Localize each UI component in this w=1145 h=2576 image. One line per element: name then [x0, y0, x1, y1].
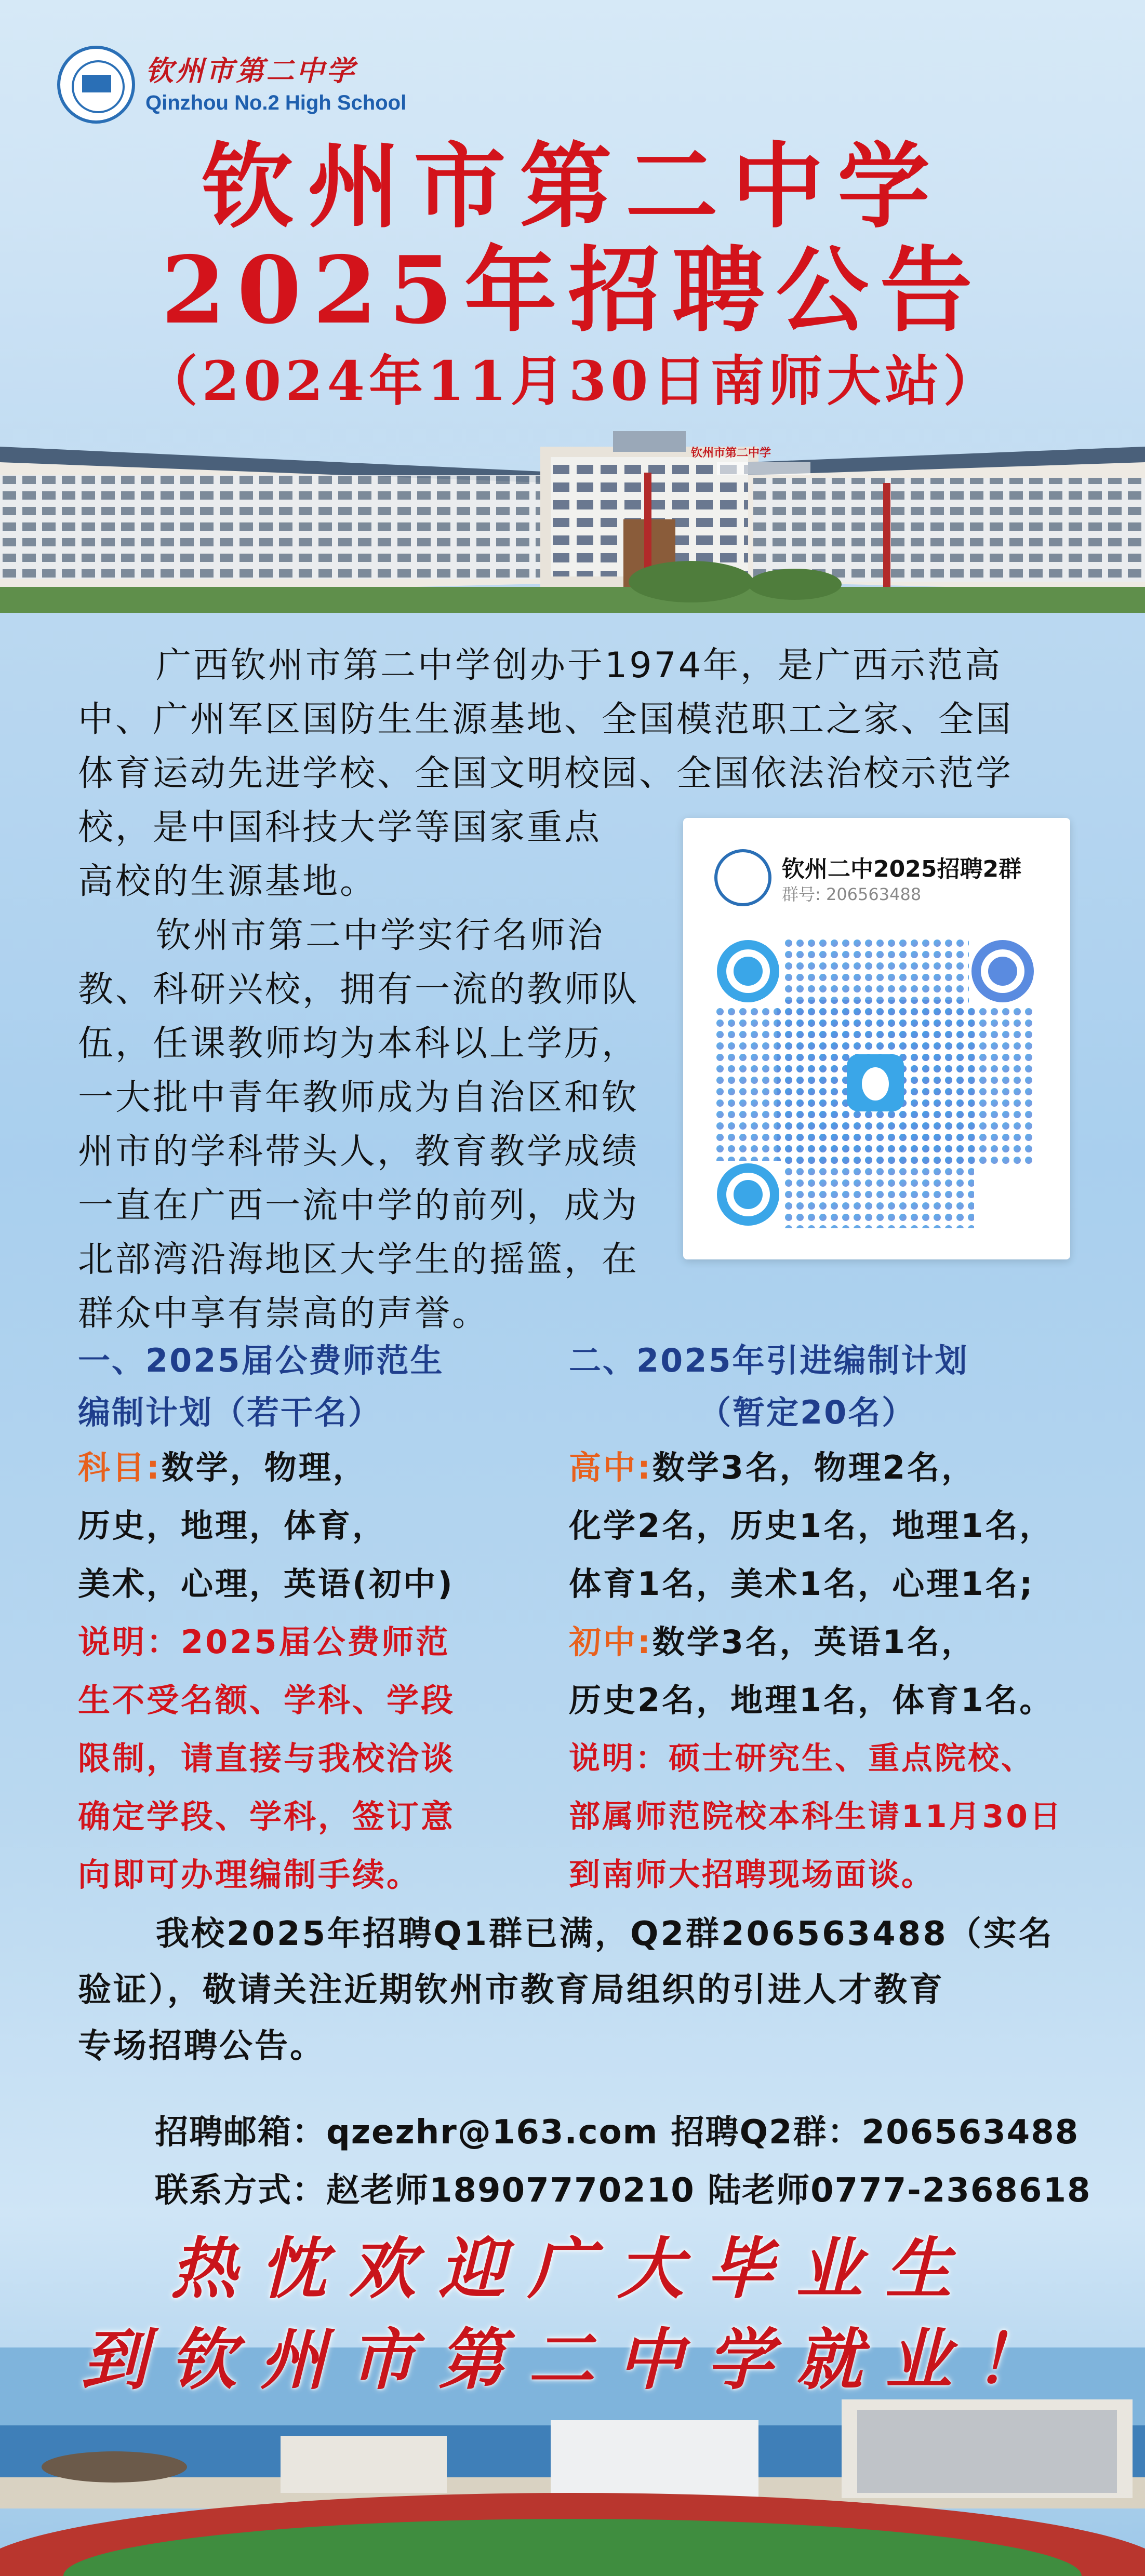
note-line: 到南师大招聘现场面谈。 — [569, 1857, 935, 1893]
intro-line: 群众中享有崇高的声誉。 — [78, 1293, 490, 1334]
notice-line: 专场招聘公告。 — [78, 2027, 325, 2065]
campus-sign-text: 钦州市第二中学 — [691, 446, 771, 460]
qq-group-qr-card[interactable] — [683, 818, 1070, 1259]
notice-line: 我校2025年招聘Q1群已满，Q2群206563488（实名 — [156, 1915, 1054, 1953]
logo-chinese-name: 钦州市第二中学 — [145, 54, 356, 87]
section-heading: 二、2025年引进编制计划 — [569, 1341, 969, 1379]
intro-line: 北部湾沿海地区大学生的摇篮，在 — [78, 1239, 640, 1280]
intro-line: 一直在广西一流中学的前列，成为 — [78, 1185, 640, 1226]
contact-phone-line[interactable]: 联系方式：赵老师18907770210 陆老师0777-2368618 — [155, 2171, 1091, 2210]
qr-group-number: 群号: 206563488 — [782, 884, 922, 904]
school-logo — [57, 42, 410, 125]
highschool-line — [569, 1439, 1088, 1497]
subjects-label: 科目: — [78, 1448, 162, 1486]
note-line: 限制，请直接与我校洽谈 — [78, 1739, 456, 1777]
section-heading: 一、2025届公费师范生 — [78, 1341, 444, 1379]
intro-line: 体育运动先进学校、全国文明校园、全国依法治校示范学 — [78, 753, 1014, 794]
subjects-line — [78, 1439, 545, 1497]
note-line: 说明：硕士研究生、重点院校、 — [569, 1740, 1034, 1777]
intro-line: 中、广州军区国防生生源基地、全国模范职工之家、全国 — [78, 699, 1014, 740]
subjects-line: 美术，心理，英语(初中) — [78, 1565, 455, 1603]
qq-group-notice — [78, 1906, 1075, 2074]
middleschool-label: 初中: — [569, 1623, 653, 1661]
poster-title-date: （2024年11月30日南师大站） — [143, 349, 1002, 413]
note-line: 生不受名额、学科、学段 — [78, 1681, 456, 1719]
section-introduced-staff — [569, 1335, 1088, 1904]
group-avatar-icon — [714, 849, 771, 906]
poster-title-school: 钦州市第二中学 — [202, 132, 943, 240]
slogan-line-1: 热忱欢迎广大毕业生 — [170, 2230, 975, 2308]
middleschool-line: 历史2名，地理1名，体育1名。 — [569, 1681, 1054, 1719]
intro-line: 校，是中国科技大学等国家重点 — [78, 807, 602, 848]
slogan-line-2: 到钦州市第二中学就业！ — [81, 2321, 1064, 2399]
intro-line: 教、科研兴校，拥有一流的教师队 — [78, 969, 640, 1010]
intro-line: 广西钦州市第二中学创办于1974年，是广西示范高 — [156, 645, 1003, 686]
highschool-text: 数学3名，物理2名， — [652, 1448, 976, 1486]
section-public-funded-teachers — [78, 1335, 545, 1904]
note-line: 向即可办理编制手续。 — [78, 1856, 421, 1894]
highschool-line: 化学2名，历史1名，地理1名， — [569, 1507, 1054, 1545]
note-line: 说明：2025届公费师范 — [78, 1623, 450, 1661]
logo-english-name: Qinzhou No.2 High School — [145, 91, 407, 114]
intro-line: 州市的学科带头人，教育教学成绩 — [78, 1131, 640, 1172]
contact-email-line[interactable]: 招聘邮箱：qzezhr@163.com 招聘Q2群：206563488 — [155, 2113, 1080, 2152]
middleschool-line — [569, 1613, 1088, 1671]
highschool-label: 高中: — [569, 1448, 653, 1486]
highschool-line: 体育1名，美术1名，心理1名; — [569, 1565, 1035, 1603]
intro-line: 一大批中青年教师成为自治区和钦 — [78, 1077, 640, 1118]
subjects-text: 数学，物理， — [161, 1448, 367, 1486]
notice-line: 验证），敬请关注近期钦州市教育局组织的引进人才教育 — [78, 1971, 944, 2009]
middleschool-text: 数学3名，英语1名， — [652, 1623, 976, 1661]
contact-info — [155, 2103, 1090, 2220]
campus-building-image — [0, 426, 1145, 613]
school-emblem-icon — [57, 46, 135, 124]
qr-code-icon[interactable] — [714, 937, 1036, 1228]
section-subheading: （暂定20名） — [699, 1393, 916, 1431]
subjects-line: 历史，地理，体育， — [78, 1507, 387, 1545]
note-line: 部属师范院校本科生请11月30日 — [569, 1799, 1063, 1835]
intro-line: 钦州市第二中学实行名师治 — [156, 915, 605, 956]
intro-line: 高校的生源基地。 — [78, 861, 378, 902]
section-subheading: 编制计划（若干名） — [78, 1393, 382, 1431]
poster-title-announcement: 2025年招聘公告 — [161, 236, 984, 344]
note-line: 确定学段、学科，签订意 — [78, 1797, 456, 1835]
qr-group-title: 钦州二中2025招聘2群 — [782, 856, 1022, 882]
intro-line: 伍，任课教师均为本科以上学历， — [78, 1023, 640, 1064]
